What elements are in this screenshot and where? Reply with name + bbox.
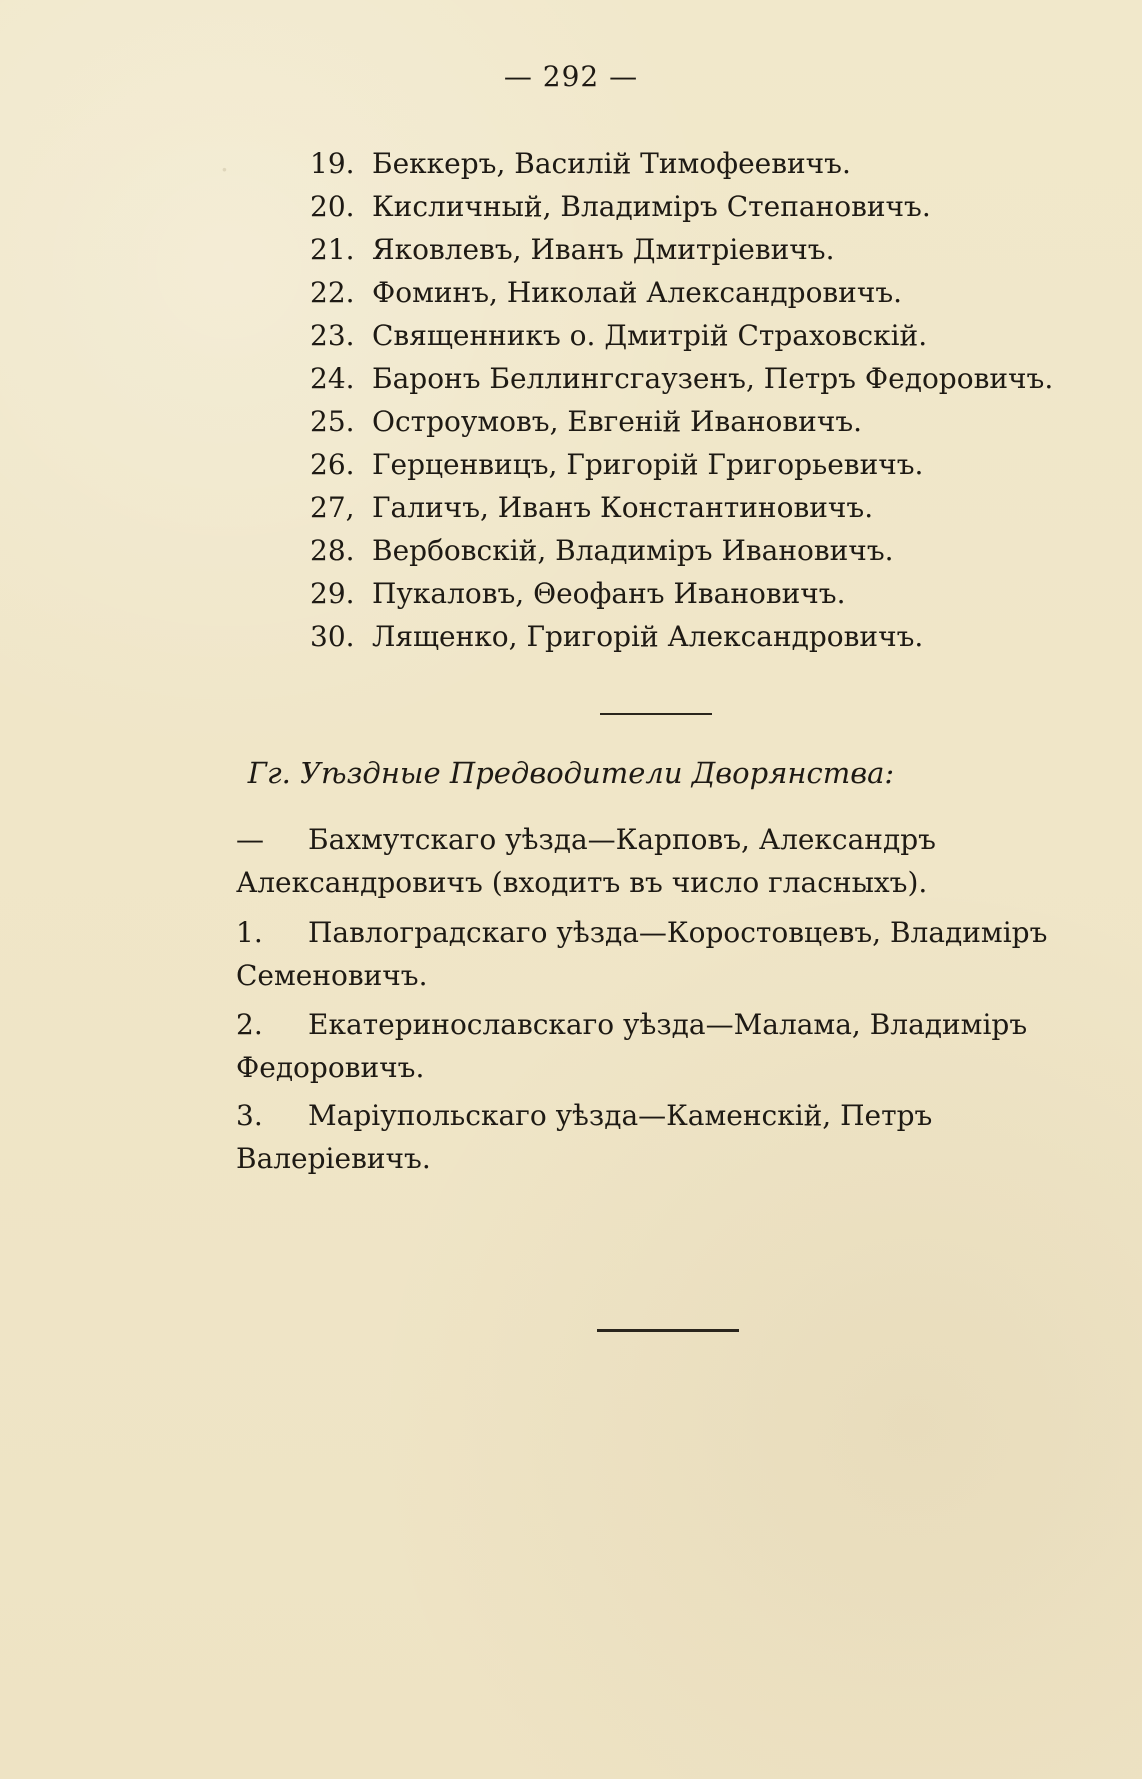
list-item <box>310 185 1030 228</box>
list-item <box>310 142 1030 185</box>
list-item <box>310 486 1030 529</box>
bleed-through-text: . <box>220 145 229 178</box>
list-item-text: Лященко, Григорій Александровичъ. <box>372 620 924 653</box>
list-item-number: 27, <box>310 491 355 524</box>
list-item <box>310 271 1030 314</box>
end-divider <box>597 1329 739 1332</box>
list-item-number: 28. <box>310 534 355 567</box>
list-item-number: 22. <box>310 276 355 309</box>
list-item-number: 29. <box>310 577 355 610</box>
list-item-number: 24. <box>310 362 355 395</box>
list-item-text: Священникъ о. Дмитрій Страховскій. <box>372 319 928 352</box>
list-item-number: 19. <box>310 147 355 180</box>
list-item-text: Вербовскій, Владиміръ Ивановичъ. <box>372 534 894 567</box>
list-item-text: Пукаловъ, Θеофанъ Ивановичъ. <box>372 577 846 610</box>
entry-paragraph <box>236 818 1078 904</box>
entry-lead: 2. <box>236 1008 263 1041</box>
list-item-text: Герценвицъ, Григорій Григорьевичъ. <box>372 448 924 481</box>
list-item-number: 23. <box>310 319 355 352</box>
list-item-text: Кисличный, Владиміръ Степановичъ. <box>372 190 931 223</box>
list-item <box>310 228 1030 271</box>
list-item-text: Галичъ, Иванъ Константиновичъ. <box>372 491 874 524</box>
entry-lead: 1. <box>236 916 263 949</box>
list-item-text: Баронъ Беллингсгаузенъ, Петръ Федоровичъ. <box>372 362 1054 395</box>
list-item <box>310 443 1030 486</box>
list-item <box>310 529 1030 572</box>
list-item-number: 30. <box>310 620 355 653</box>
entry-lead: 3. <box>236 1099 263 1132</box>
list-item-number: 21. <box>310 233 355 266</box>
entry-paragraph <box>236 1094 1078 1180</box>
entry-paragraph <box>236 911 1078 997</box>
list-item-text: Беккеръ, Василій Тимофеевичъ. <box>372 147 851 180</box>
list-item <box>310 615 1030 658</box>
entry-text: Бахмутскаго уѣзда—Карповъ, Александръ Александровичъ (входитъ въ число гласныхъ). <box>236 823 936 899</box>
list-item <box>310 314 1030 357</box>
list-item-number: 26. <box>310 448 355 481</box>
section-divider <box>600 713 712 715</box>
entry-text: Екатеринославскаго уѣзда—Малама, Владиміръ Федоровичъ. <box>236 1008 1028 1084</box>
members-list <box>310 142 1054 658</box>
list-item-number: 25. <box>310 405 355 438</box>
list-item-text: Остроумовъ, Евгеній Ивановичъ. <box>372 405 863 438</box>
entry-text: Павлоградскаго уѣзда—Коростовцевъ, Владиміръ Семеновичъ. <box>236 916 1048 992</box>
entry-lead: — <box>236 823 264 856</box>
list-item-text: Фоминъ, Николай Александровичъ. <box>372 276 903 309</box>
entry-text: Маріупольскаго уѣзда—Каменскій, Петръ Валеріевичъ. <box>236 1099 933 1175</box>
list-item <box>310 357 1054 400</box>
list-item-text: Яковлевъ, Иванъ Дмитріевичъ. <box>372 233 835 266</box>
page-number: — 292 — <box>503 60 639 93</box>
entry-paragraph <box>236 1003 1078 1089</box>
list-item <box>310 572 1030 615</box>
section-title: Гг. Уѣздные Предводители Дворянства: <box>247 756 895 790</box>
list-item-number: 20. <box>310 190 355 223</box>
list-item <box>310 400 1030 443</box>
